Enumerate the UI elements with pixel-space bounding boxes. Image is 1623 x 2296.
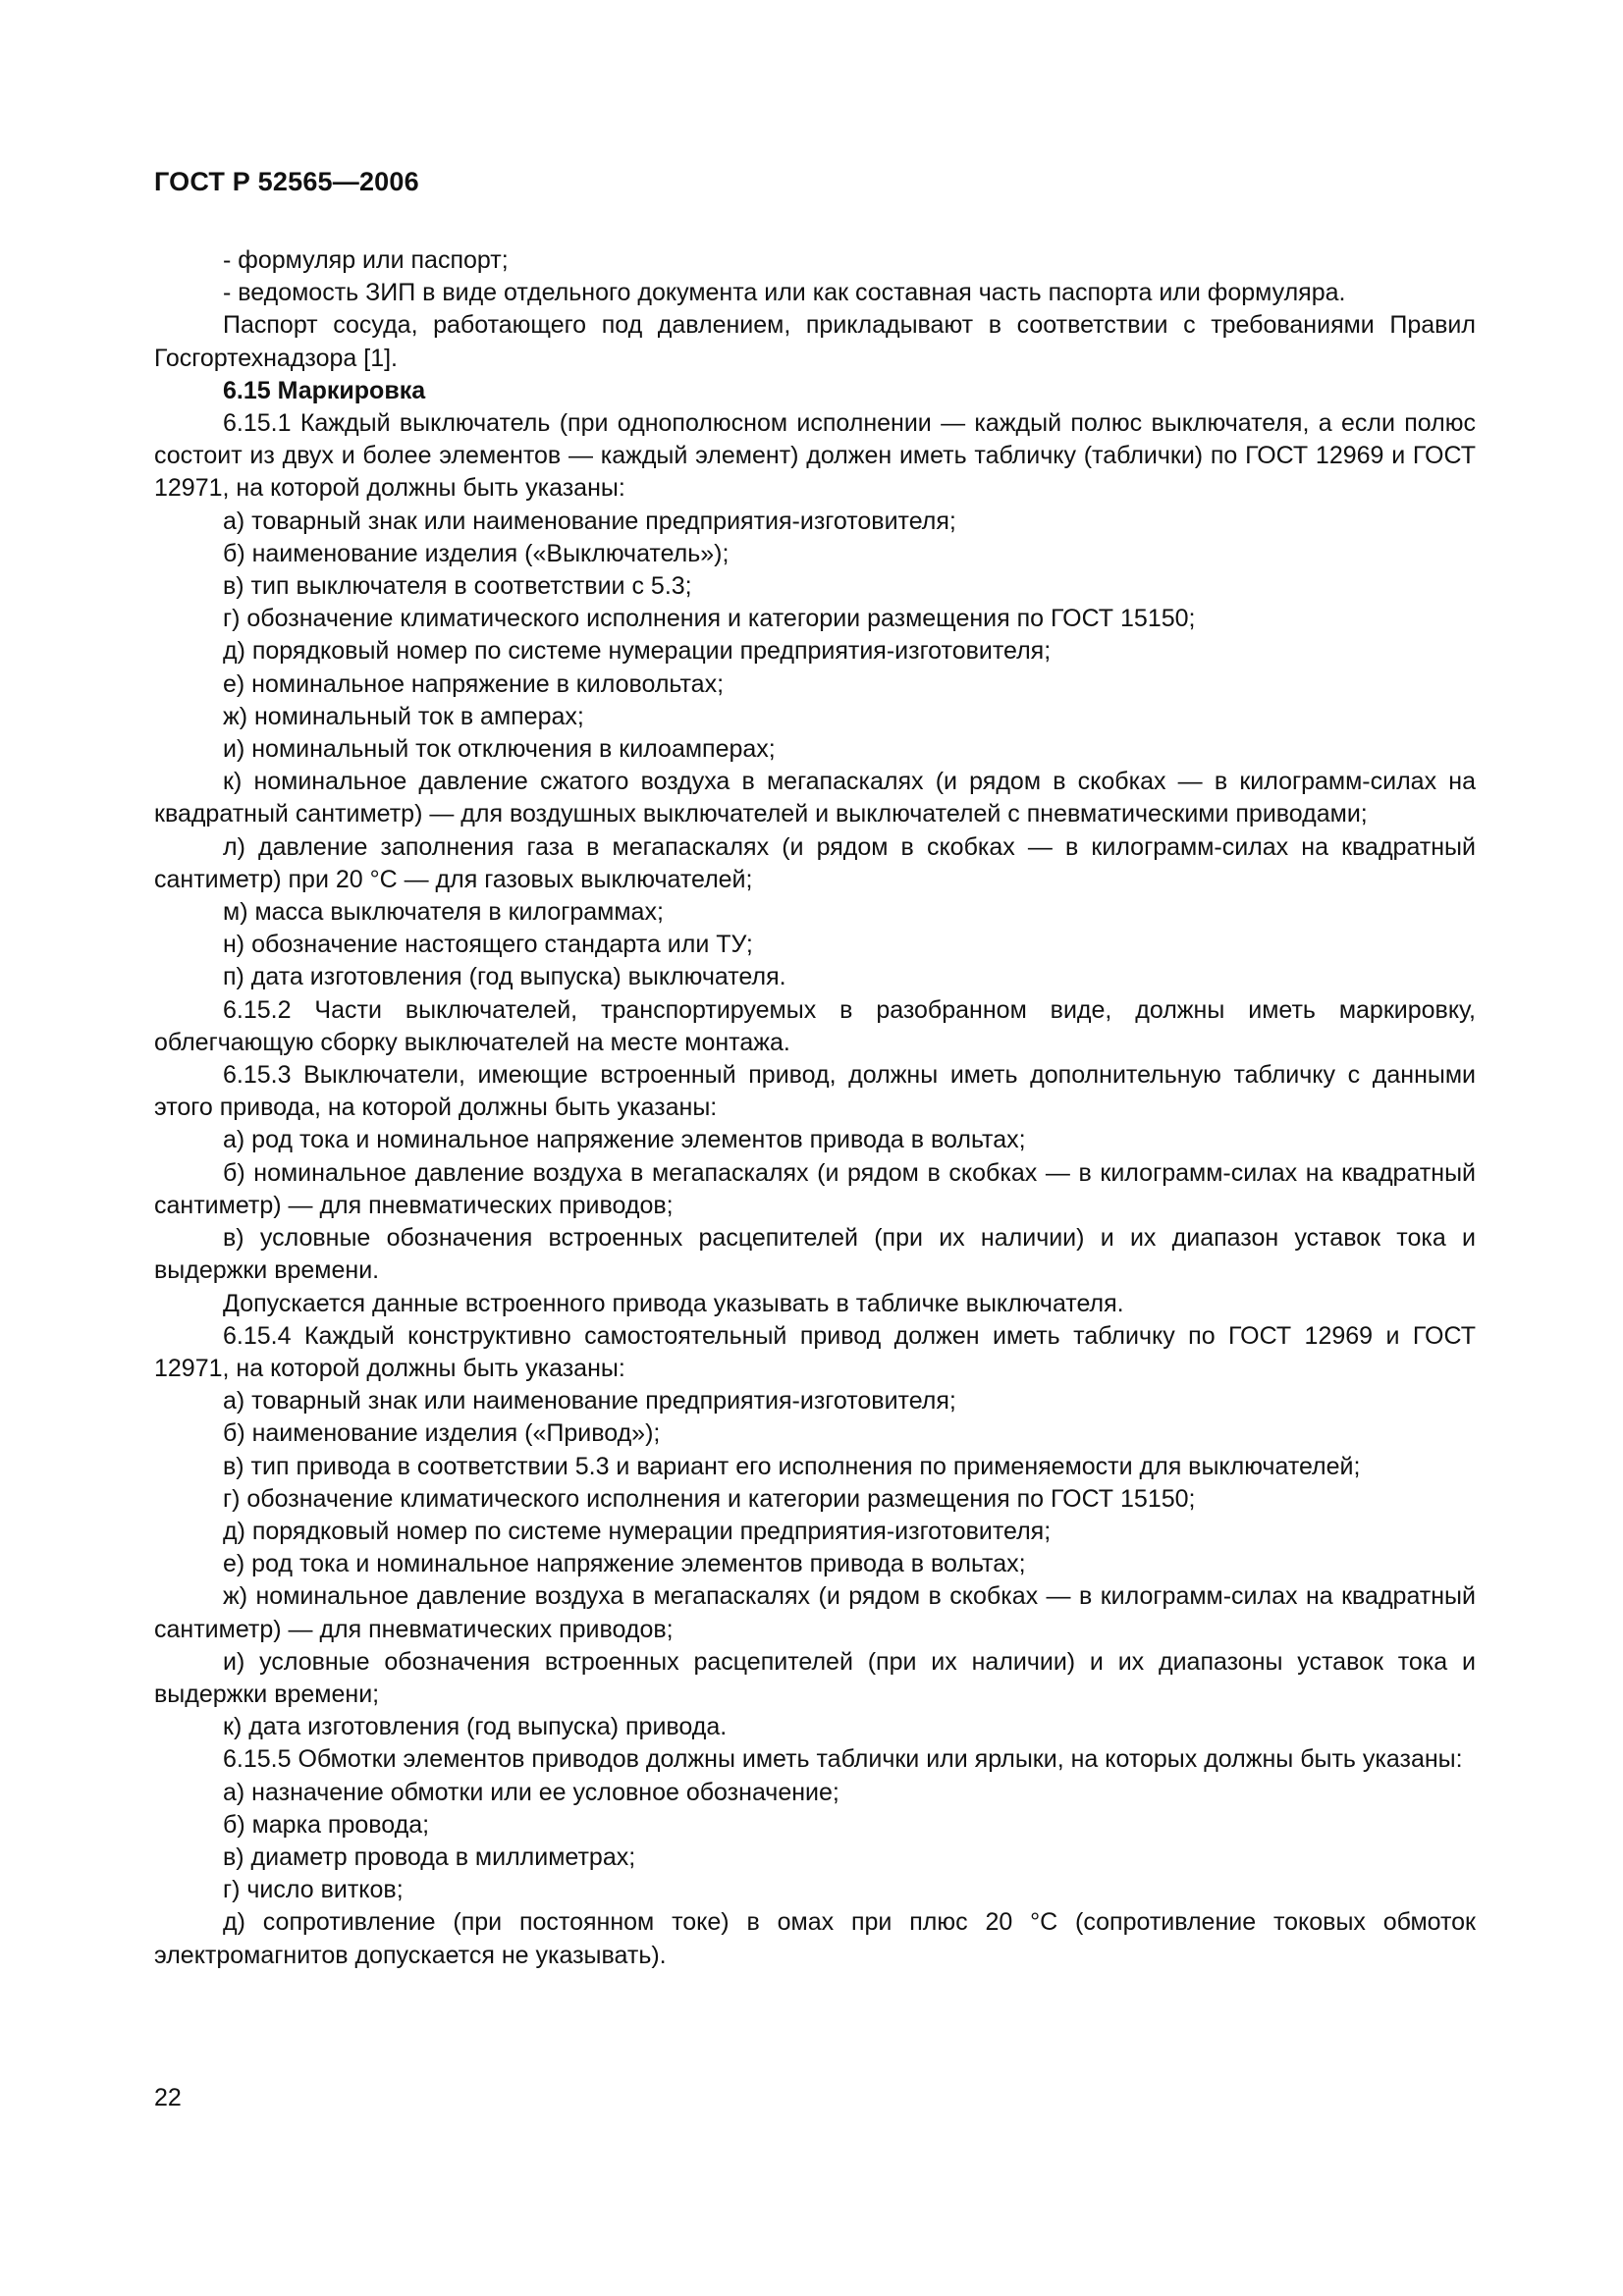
paragraph: 6.15.5 Обмотки элементов приводов должны иметь таблички или ярлыки, на которых должны быть указаны: bbox=[223, 1745, 1463, 1774]
paragraph: - формуляр или паспорт; bbox=[223, 246, 509, 274]
page-number: 22 bbox=[154, 2084, 182, 2111]
paragraph: г) число витков; bbox=[223, 1876, 404, 1904]
paragraph: е) номинальное напряжение в киловольтах; bbox=[223, 669, 725, 698]
paragraph: д) порядковый номер по системе нумерации предприятия-изготовителя; bbox=[223, 1517, 1052, 1545]
paragraph: ж) номинальное давление воздуха в мегапаскалях (и рядом в скобках — в килограмм-силах на квадратный сантиметр) — для пневматических приводов; bbox=[154, 1582, 1476, 1643]
paragraph: 6.15.3 Выключатели, имеющие встроенный привод, должны иметь дополнительную табличку с данными этого привода, на которой должны быть указаны: bbox=[154, 1061, 1476, 1122]
paragraph: д) сопротивление (при постоянном токе) в омах при плюс 20 °С (сопротивление токовых обмоток электромагнитов допускается не указывать). bbox=[154, 1908, 1476, 1969]
paragraph: е) род тока и номинальное напряжение элементов привода в вольтах; bbox=[223, 1550, 1026, 1578]
paragraph: б) номинальное давление воздуха в мегапаскалях (и рядом в скобках — в килограмм-силах на квадратный сантиметр) — для пневматических приводов; bbox=[154, 1158, 1476, 1219]
paragraph: а) товарный знак или наименование предприятия-изготовителя; bbox=[223, 1387, 956, 1415]
paragraph: г) обозначение климатического исполнения и категории размещения по ГОСТ 15150; bbox=[223, 1484, 1196, 1513]
paragraph: а) род тока и номинальное напряжение элементов привода в вольтах; bbox=[223, 1126, 1026, 1154]
paragraph: Паспорт сосуда, работающего под давлением, прикладывают в соответствии с требованиями Правил Госгортехнадзора [1]. bbox=[154, 311, 1476, 372]
document-body bbox=[154, 244, 1476, 1972]
paragraph: б) марка провода; bbox=[223, 1810, 430, 1839]
paragraph: г) обозначение климатического исполнения и категории размещения по ГОСТ 15150; bbox=[223, 605, 1196, 633]
paragraph: п) дата изготовления (год выпуска) выключателя. bbox=[223, 963, 786, 991]
paragraph: к) дата изготовления (год выпуска) привода. bbox=[223, 1713, 728, 1741]
paragraph: в) тип привода в соответствии 5.3 и вариант его исполнения по применяемости для выключателей; bbox=[223, 1452, 1361, 1480]
paragraph: и) условные обозначения встроенных расцепителей (при их наличии) и их диапазоны уставок тока и выдержки времени; bbox=[154, 1647, 1476, 1708]
paragraph: б) наименование изделия («Привод»); bbox=[223, 1419, 661, 1448]
paragraph: 6.15.1 Каждый выключатель (при однополюсном исполнении — каждый полюс выключателя, а если полюс состоит из двух и более элементов — каждый элемент) должен иметь табличку (таблички) по ГОСТ 12969 и ГОСТ 12971, на которой должны быть указаны: bbox=[154, 409, 1476, 503]
paragraph: Допускается данные встроенного привода указывать в табличке выключателя. bbox=[223, 1289, 1124, 1317]
paragraph: м) масса выключателя в килограммах; bbox=[223, 898, 664, 927]
paragraph: л) давление заполнения газа в мегапаскалях (и рядом в скобках — в килограмм-силах на квадратный сантиметр) при 20 °С — для газовых выключателей; bbox=[154, 832, 1476, 893]
paragraph: б) наименование изделия («Выключатель»); bbox=[223, 539, 730, 567]
paragraph: в) тип выключателя в соответствии с 5.3; bbox=[223, 572, 692, 601]
paragraph: в) условные обозначения встроенных расцепителей (при их наличии) и их диапазон уставок тока и выдержки времени. bbox=[154, 1224, 1476, 1285]
paragraph: и) номинальный ток отключения в килоамперах; bbox=[223, 735, 776, 764]
paragraph: д) порядковый номер по системе нумерации предприятия-изготовителя; bbox=[223, 637, 1052, 666]
paragraph: н) обозначение настоящего стандарта или ТУ; bbox=[223, 931, 753, 959]
paragraph: к) номинальное давление сжатого воздуха в мегапаскалях (и рядом в скобках — в килограмм-силах на квадратный сантиметр) — для воздушных выключателей и выключателей с пневматическими приводами; bbox=[154, 768, 1476, 828]
document-header: ГОСТ Р 52565—2006 bbox=[154, 167, 419, 196]
paragraph: - ведомость ЗИП в виде отдельного документа или как составная часть паспорта или формуляра. bbox=[223, 279, 1346, 307]
paragraph: 6.15.4 Каждый конструктивно самостоятельный привод должен иметь табличку по ГОСТ 12969 и ГОСТ 12971, на которой должны быть указаны: bbox=[154, 1321, 1476, 1382]
paragraph: а) назначение обмотки или ее условное обозначение; bbox=[223, 1778, 839, 1806]
section-heading: 6.15 Маркировка bbox=[223, 376, 426, 404]
paragraph: в) диаметр провода в миллиметрах; bbox=[223, 1842, 636, 1871]
paragraph: а) товарный знак или наименование предприятия-изготовителя; bbox=[223, 507, 956, 535]
paragraph: 6.15.2 Части выключателей, транспортируемых в разобранном виде, должны иметь маркировку, облегчающую сборку выключателей на месте монтажа. bbox=[154, 995, 1476, 1056]
paragraph: ж) номинальный ток в амперах; bbox=[223, 702, 584, 730]
